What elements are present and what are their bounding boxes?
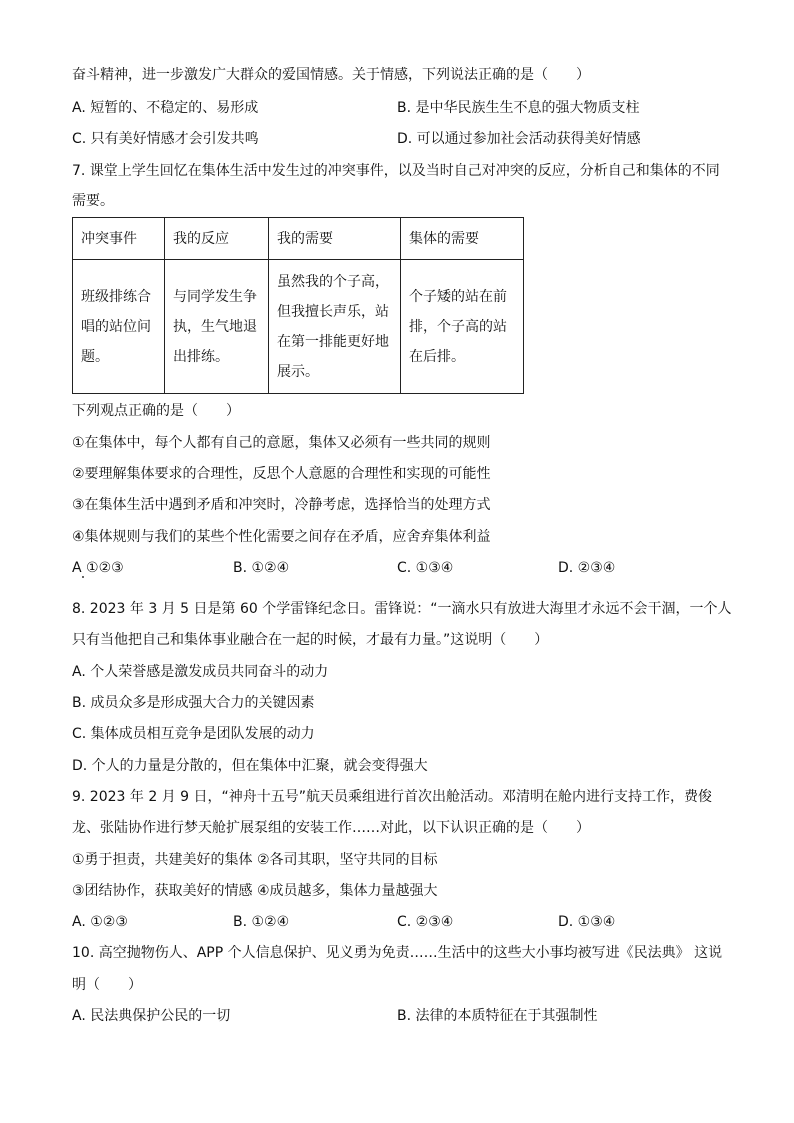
q7-stem-line2: 需要。 [72, 193, 114, 209]
q8-stem-line2: 只有当他把自己和集体事业融合在一起的时候，才最有力量。”这说明（ ） [72, 632, 549, 648]
q7-stem-line1: 7. 课堂上学生回忆在集体生活中发生过的冲突事件，以及当时自己对冲突的反应，分析自己和集体的不同 [72, 163, 720, 179]
q9-statements-line2: ③团结协作，获取美好的情感 ④成员越多，集体力量越强大 [72, 883, 438, 899]
q8-option-b: B. 成员众多是形成强大合力的关键因素 [72, 695, 315, 711]
table-cell-my-reaction: 与同学发生争执，生气地退出排练。 [165, 260, 269, 394]
q10-option-a: A. 民法典保护公民的一切 [72, 1008, 231, 1024]
q6-stem: 奋斗精神，进一步激发广大群众的爱国情感。关于情感，下列说法正确的是（ ） [72, 67, 590, 83]
q7-statement-3: ③在集体生活中遇到矛盾和冲突时，冷静考虑，选择恰当的处理方式 [72, 497, 491, 513]
q6-option-b: B. 是中华民族生生不息的强大物质支柱 [397, 100, 640, 116]
q8-option-d: D. 个人的力量是分散的，但在集体中汇聚，就会变得强大 [72, 758, 428, 774]
q7-option-a: A ①②③ [72, 560, 124, 576]
q8-option-a: A. 个人荣誉感是激发成员共同奋斗的动力 [72, 664, 329, 680]
q10-option-b: B. 法律的本质特征在于其强制性 [397, 1008, 598, 1024]
q9-option-d: D. ①③④ [558, 914, 616, 930]
table-header-cell: 我的需要 [269, 218, 401, 260]
q7-option-c: C. ①③④ [397, 560, 454, 576]
table-header-row [73, 218, 524, 260]
q9-stem-line1: 9. 2023 年 2 月 9 日，“神舟十五号”航天员乘组进行首次出舱活动。邓清明在舱内进行支持工作，费俊 [72, 789, 713, 805]
q9-option-a: A. ①②③ [72, 914, 128, 930]
table-cell-conflict-event: 班级排练合唱的站位问题。 [73, 260, 165, 394]
q9-statements-line1: ①勇于担责，共建美好的集体 ②各司其职，坚守共同的目标 [72, 852, 438, 868]
q10-stem-line1: 10. 高空抛物伤人、APP 个人信息保护、见义勇为免责……生活中的这些大小事均被写进《民法典》 这说 [72, 945, 723, 961]
q7-statement-1: ①在集体中，每个人都有自己的意愿，集体又必须有一些共同的规则 [72, 435, 491, 451]
q9-stem-line2: 龙、张陆协作进行梦天舱扩展泵组的安装工作……对此，以下认识正确的是（ ） [72, 820, 590, 836]
q9-option-c: C. ②③④ [397, 914, 454, 930]
q6-option-a: A. 短暂的、不稳定的、易形成 [72, 100, 259, 116]
q10-stem-line2: 明（ ） [72, 977, 142, 993]
q7-statement-2: ②要理解集体要求的合理性，反思个人意愿的合理性和实现的可能性 [72, 466, 491, 482]
q8-stem-line1: 8. 2023 年 3 月 5 日是第 60 个学雷锋纪念日。雷锋说：“一滴水只有放进大海里才永远不会干涸，一个人 [72, 601, 732, 617]
table-row [73, 260, 524, 394]
q7-option-d: D. ②③④ [558, 560, 616, 576]
table-cell-my-need: 虽然我的个子高，但我擅长声乐，站在第一排能更好地展示。 [269, 260, 401, 394]
q6-option-c: C. 只有美好情感才会引发共鸣 [72, 131, 259, 147]
q7-option-b: B. ①②④ [233, 560, 290, 576]
q7-prompt: 下列观点正确的是（ ） [72, 403, 240, 419]
table-header-cell: 我的反应 [165, 218, 269, 260]
conflict-table [72, 217, 524, 394]
table-header-cell: 集体的需要 [401, 218, 524, 260]
table-header-cell: 冲突事件 [73, 218, 165, 260]
q9-option-b: B. ①②④ [233, 914, 290, 930]
q8-option-c: C. 集体成员相互竞争是团队发展的动力 [72, 726, 315, 742]
q7-statement-4: ④集体规则与我们的某些个性化需要之间存在矛盾，应舍弃集体利益 [72, 529, 491, 545]
table-cell-group-need: 个子矮的站在前排，个子高的站在后排。 [401, 260, 524, 394]
q6-option-d: D. 可以通过参加社会活动获得美好情感 [397, 131, 641, 147]
stray-dot [82, 576, 84, 578]
